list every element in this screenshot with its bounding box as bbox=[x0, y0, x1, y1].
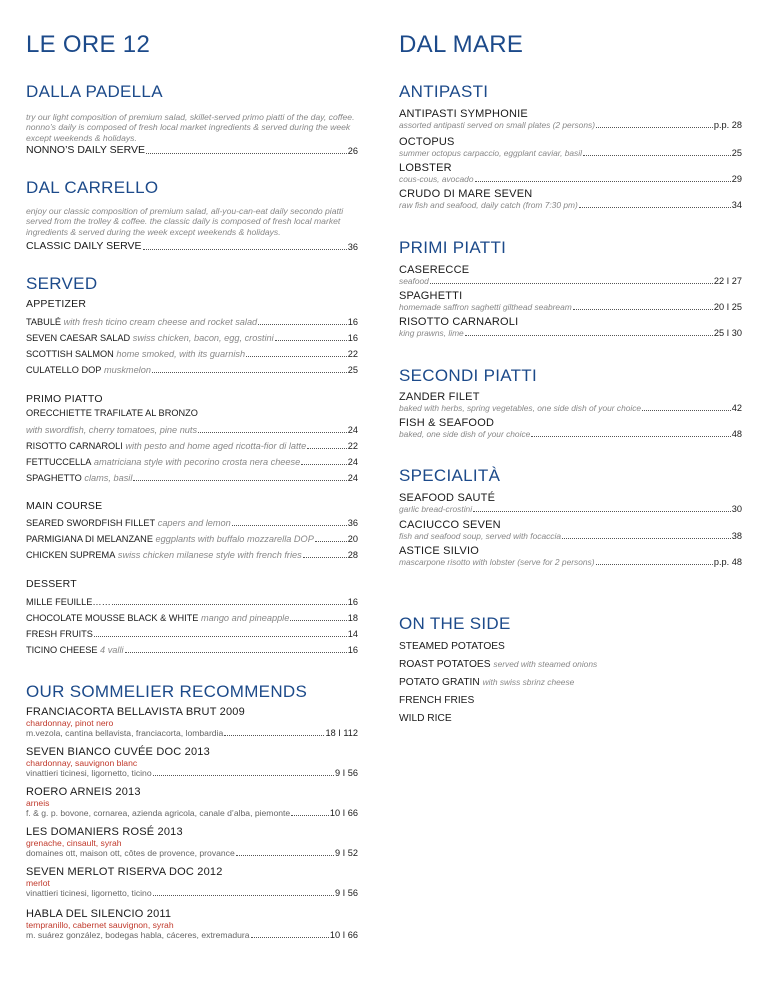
item-desc: king prawns, lime bbox=[399, 328, 464, 338]
item-desc: fish and seafood soup, served with focaccia bbox=[399, 531, 562, 541]
item-price: 25 bbox=[731, 148, 742, 158]
dot-leader bbox=[315, 541, 347, 542]
menu-item bbox=[26, 613, 358, 623]
item-desc: muskmelon bbox=[103, 365, 151, 375]
item-desc-line bbox=[399, 504, 742, 514]
menu-item bbox=[399, 136, 742, 158]
wine-name: SEVEN MERLOT RISERVA DOC 2012 bbox=[26, 866, 223, 878]
wine-entry bbox=[26, 908, 358, 940]
item-price: 24 bbox=[347, 473, 358, 483]
menu-item bbox=[399, 391, 742, 413]
wine-producer: domaines ott, maison ott, côtes de provence, provance bbox=[26, 848, 235, 858]
menu-item bbox=[26, 534, 358, 544]
wine-name: LES DOMANIERS ROSÉ 2013 bbox=[26, 826, 183, 838]
side-item bbox=[399, 677, 742, 688]
item-price: 38 bbox=[731, 531, 742, 541]
item-desc: home smoked, with its guarnish bbox=[116, 349, 246, 359]
item-price: 16 bbox=[347, 597, 358, 607]
section-title-side: ON THE SIDE bbox=[399, 614, 511, 633]
item-price: 14 bbox=[347, 629, 358, 639]
item-price: 22 I 27 bbox=[713, 276, 742, 286]
item-price: 16 bbox=[347, 333, 358, 343]
item-desc-line bbox=[399, 403, 742, 413]
item-desc: homemade saffron saghetti gilthead seabream bbox=[399, 302, 572, 312]
menu-item bbox=[399, 417, 742, 439]
wine-grapes: arneis bbox=[26, 798, 50, 808]
dot-leader bbox=[153, 775, 334, 776]
wine-producer-line bbox=[26, 728, 358, 738]
menu-item bbox=[399, 188, 742, 210]
side-desc: with swiss sbrinz cheese bbox=[482, 677, 575, 687]
item-name: RISOTTO CARNAROLI bbox=[26, 441, 123, 451]
menu-item bbox=[26, 240, 358, 252]
wine-entry bbox=[26, 866, 358, 898]
dot-leader bbox=[94, 636, 347, 637]
menu-item-name-line bbox=[26, 408, 358, 418]
item-price: 42 bbox=[731, 403, 742, 413]
dot-leader bbox=[152, 372, 347, 373]
item-desc-line bbox=[399, 557, 742, 567]
dot-leader bbox=[112, 604, 347, 605]
menu-item bbox=[26, 333, 358, 343]
wine-name: HABLA DEL SILENCIO 2011 bbox=[26, 908, 172, 920]
padella-intro: try our light composition of premium salad, skillet-served primo piatti of the day, coffee. nonno’s daily is composed of fresh local market ingredients & served during the week except weekends & holidays. bbox=[26, 112, 355, 143]
item-name: CACIUCCO SEVEN bbox=[399, 519, 501, 531]
menu-item bbox=[399, 264, 742, 286]
side-name: STEAMED POTATOES bbox=[399, 641, 505, 652]
sub-title-dessert: DESSERT bbox=[26, 578, 77, 590]
item-name: FRESH FRUITS bbox=[26, 629, 93, 639]
item-desc: with pesto and home aged ricotta-fior di latte bbox=[125, 441, 307, 451]
dot-leader bbox=[224, 735, 324, 736]
sub-title-main-course: MAIN COURSE bbox=[26, 500, 103, 512]
dot-leader bbox=[596, 127, 713, 128]
item-price: 30 bbox=[731, 504, 742, 514]
menu-item bbox=[399, 492, 742, 514]
item-name: ORECCHIETTE TRAFILATE AL BRONZO bbox=[26, 408, 198, 418]
dot-leader bbox=[583, 155, 731, 156]
item-name: ASTICE SILVIO bbox=[399, 545, 480, 557]
item-name: SCOTTISH SALMON bbox=[26, 349, 114, 359]
item-desc-line bbox=[399, 200, 742, 210]
item-desc: 4 valli bbox=[100, 645, 124, 655]
item-name: PARMIGIANA DI MELANZANE bbox=[26, 534, 153, 544]
menu-item bbox=[399, 545, 742, 567]
item-desc: garlic bread-crostini bbox=[399, 504, 473, 514]
item-desc: summer octopus carpaccio, eggplant caviar, basil bbox=[399, 148, 582, 158]
dot-leader bbox=[642, 410, 731, 411]
wine-producer-line bbox=[26, 848, 358, 858]
section-title-sommelier: OUR SOMMELIER RECOMMENDS bbox=[26, 682, 308, 701]
item-name: CLASSIC DAILY SERVE bbox=[26, 240, 142, 252]
menu-item bbox=[399, 290, 742, 312]
dot-leader bbox=[291, 815, 329, 816]
menu-item bbox=[26, 317, 358, 327]
item-desc: clams, basil bbox=[84, 473, 133, 483]
sub-title-primo: PRIMO PIATTO bbox=[26, 393, 103, 405]
item-price: p.p. 48 bbox=[713, 557, 742, 567]
wine-entry bbox=[26, 786, 358, 818]
item-desc: mascarpone risotto with lobster (serve for 2 persons) bbox=[399, 557, 595, 567]
carrello-intro: enjoy our classic composition of premium salad, all-you-can-eat daily secondo piatti served from the trolley & coffee. the classic daily is composed of fresh local market ingredients & served during the week except weekends & holidays. bbox=[26, 206, 344, 237]
item-name: SEARED SWORDFISH FILLET bbox=[26, 518, 156, 528]
item-desc: cous-cous, avocado bbox=[399, 174, 474, 184]
item-name: ZANDER FILET bbox=[399, 391, 480, 403]
wine-producer: vinattieri ticinesi, ligornetto, ticino bbox=[26, 888, 152, 898]
item-desc-line bbox=[399, 120, 742, 130]
item-name: CULATELLO DOP bbox=[26, 365, 102, 375]
menu-item bbox=[399, 162, 742, 184]
dot-leader bbox=[473, 511, 731, 512]
item-desc: capers and lemon bbox=[157, 518, 231, 528]
item-desc: assorted antipasti served on small plates (2 persons) bbox=[399, 120, 595, 130]
item-name: TICINO CHEESE bbox=[26, 645, 98, 655]
dot-leader bbox=[290, 620, 346, 621]
item-name: RISOTTO CARNAROLI bbox=[399, 316, 519, 328]
item-name: NONNO’S DAILY SERVE bbox=[26, 144, 146, 156]
side-desc: served with steamed onions bbox=[493, 659, 598, 669]
item-price: 28 bbox=[347, 550, 358, 560]
item-price: 36 bbox=[347, 242, 358, 252]
menu-item bbox=[399, 519, 742, 541]
side-item bbox=[399, 641, 742, 652]
wine-price: 9 I 52 bbox=[335, 848, 358, 858]
menu-item bbox=[399, 108, 742, 130]
item-desc: baked with herbs, spring vegetables, one side dish of your choice bbox=[399, 403, 642, 413]
item-name: CHICKEN SUPREMA bbox=[26, 550, 116, 560]
item-price: 34 bbox=[731, 200, 742, 210]
menu-item bbox=[399, 316, 742, 338]
item-name: MILLE FEUILLE…… bbox=[26, 597, 111, 607]
menu-item bbox=[26, 144, 358, 156]
item-name: SEVEN CAESAR SALAD bbox=[26, 333, 131, 343]
item-desc: baked, one side dish of your choice bbox=[399, 429, 531, 439]
menu-item bbox=[26, 518, 358, 528]
item-price: p.p. 28 bbox=[713, 120, 742, 130]
wine-name: SEVEN BIANCO CUVÉE DOC 2013 bbox=[26, 746, 210, 758]
item-name: CRUDO DI MARE SEVEN bbox=[399, 188, 533, 200]
wine-producer: m.vezola, cantina bellavista, franciacorta, lombardia bbox=[26, 728, 224, 738]
dot-leader bbox=[562, 538, 731, 539]
wine-grapes: chardonnay, sauvignon blanc bbox=[26, 758, 138, 768]
item-price: 25 bbox=[347, 365, 358, 375]
item-price: 24 bbox=[347, 425, 358, 435]
item-desc-line bbox=[399, 302, 742, 312]
wine-price: 10 I 66 bbox=[329, 808, 358, 818]
item-desc-line bbox=[399, 328, 742, 338]
section-title-carrello: DAL CARRELLO bbox=[26, 178, 159, 197]
menu-item bbox=[26, 349, 358, 359]
wine-producer-line bbox=[26, 888, 358, 898]
item-name: OCTOPUS bbox=[399, 136, 455, 148]
item-name: CHOCOLATE MOUSSE BLACK & WHITE bbox=[26, 613, 199, 623]
item-price: 18 bbox=[347, 613, 358, 623]
menu-item bbox=[26, 645, 358, 655]
item-name: LOBSTER bbox=[399, 162, 452, 174]
wine-price: 18 I 112 bbox=[325, 728, 358, 738]
item-desc: with swordfish, cherry tomatoes, pine nuts bbox=[26, 425, 198, 435]
menu-item bbox=[26, 550, 358, 560]
wine-name: ROERO ARNEIS 2013 bbox=[26, 786, 141, 798]
item-desc-line bbox=[399, 174, 742, 184]
page-title-dal-mare: DAL MARE bbox=[399, 31, 524, 58]
wine-producer: vinattieri ticinesi, ligornetto, ticino bbox=[26, 768, 152, 778]
dot-leader bbox=[303, 557, 347, 558]
side-name: ROAST POTATOES bbox=[399, 659, 491, 670]
item-name: FETTUCCELLA bbox=[26, 457, 92, 467]
wine-entry bbox=[26, 746, 358, 778]
dot-leader bbox=[430, 283, 713, 284]
wine-grapes: grenache, cinsault, syrah bbox=[26, 838, 122, 848]
item-price: 20 bbox=[347, 534, 358, 544]
side-name: WILD RICE bbox=[399, 713, 452, 724]
section-title-specialita: SPECIALITÀ bbox=[399, 466, 501, 485]
wine-producer-line bbox=[26, 808, 358, 818]
section-title-padella: DALLA PADELLA bbox=[26, 82, 163, 101]
item-price: 22 bbox=[347, 441, 358, 451]
dot-leader bbox=[251, 937, 329, 938]
item-price: 24 bbox=[347, 457, 358, 467]
item-desc-line bbox=[399, 148, 742, 158]
dot-leader bbox=[579, 207, 731, 208]
menu-item bbox=[26, 629, 358, 639]
dot-leader bbox=[153, 895, 334, 896]
item-name: CASERECCE bbox=[399, 264, 470, 276]
menu-item bbox=[26, 597, 358, 607]
item-price: 22 bbox=[347, 349, 358, 359]
wine-producer: f. & g. p. bovone, cornarea, azienda agricola, canale d’alba, piemonte bbox=[26, 808, 291, 818]
item-desc: eggplants with buffalo mozzarella DOP bbox=[155, 534, 314, 544]
item-name: TABULÉ bbox=[26, 317, 62, 327]
section-title-secondi: SECONDI PIATTI bbox=[399, 366, 538, 385]
item-desc: swiss chicken milanese style with french fries bbox=[117, 550, 302, 560]
wine-grapes: merlot bbox=[26, 878, 50, 888]
section-title-antipasti: ANTIPASTI bbox=[399, 82, 489, 101]
item-price: 16 bbox=[347, 317, 358, 327]
menu-item bbox=[26, 457, 358, 467]
dot-leader bbox=[133, 480, 346, 481]
menu-item bbox=[26, 365, 358, 375]
wine-price: 10 I 66 bbox=[329, 930, 358, 940]
wine-grapes: tempranillo, cabernet sauvignon, syrah bbox=[26, 920, 174, 930]
dot-leader bbox=[275, 340, 347, 341]
item-name: ANTIPASTI SYMPHONIE bbox=[399, 108, 528, 120]
item-name: SEAFOOD SAUTÉ bbox=[399, 492, 496, 504]
dot-leader bbox=[465, 335, 713, 336]
dot-leader bbox=[301, 464, 347, 465]
item-name: SPAGHETTO bbox=[26, 473, 82, 483]
menu-item bbox=[26, 441, 358, 451]
item-desc: swiss chicken, bacon, egg, crostini bbox=[132, 333, 274, 343]
item-desc-line bbox=[399, 276, 742, 286]
item-price: 36 bbox=[347, 518, 358, 528]
dot-leader bbox=[475, 181, 731, 182]
section-title-primi: PRIMI PIATTI bbox=[399, 238, 507, 257]
wine-grapes: chardonnay, pinot nero bbox=[26, 718, 114, 728]
wine-entry bbox=[26, 826, 358, 858]
wine-name: FRANCIACORTA BELLAVISTA BRUT 2009 bbox=[26, 706, 245, 718]
item-desc-line bbox=[399, 429, 742, 439]
item-price: 48 bbox=[731, 429, 742, 439]
dot-leader bbox=[596, 564, 713, 565]
menu-item bbox=[26, 425, 358, 435]
dot-leader bbox=[573, 309, 713, 310]
wine-producer-line bbox=[26, 930, 358, 940]
item-name: SPAGHETTI bbox=[399, 290, 463, 302]
item-price: 25 I 30 bbox=[713, 328, 742, 338]
wine-producer: m. suárez gonzález, bodegas habla, cáceres, extremadura bbox=[26, 930, 250, 940]
item-desc: amatriciana style with pecorino crosta nera cheese bbox=[93, 457, 301, 467]
item-price: 29 bbox=[731, 174, 742, 184]
dot-leader bbox=[146, 153, 347, 154]
item-price: 20 I 25 bbox=[713, 302, 742, 312]
side-item bbox=[399, 713, 742, 724]
item-price: 26 bbox=[347, 146, 358, 156]
item-desc-line bbox=[399, 531, 742, 541]
item-desc: with fresh ticino cream cheese and rocket salad bbox=[63, 317, 258, 327]
item-name: FISH & SEAFOOD bbox=[399, 417, 495, 429]
item-price: 16 bbox=[347, 645, 358, 655]
item-desc: mango and pineapple bbox=[200, 613, 290, 623]
side-item bbox=[399, 659, 742, 670]
section-title-served: SERVED bbox=[26, 274, 98, 293]
page-title-le-ore: LE ORE 12 bbox=[26, 31, 151, 58]
wine-price: 9 I 56 bbox=[335, 888, 358, 898]
dot-leader bbox=[198, 432, 347, 433]
wine-price: 9 I 56 bbox=[335, 768, 358, 778]
dot-leader bbox=[258, 324, 347, 325]
side-name: FRENCH FRIES bbox=[399, 695, 475, 706]
dot-leader bbox=[236, 855, 334, 856]
dot-leader bbox=[531, 436, 730, 437]
wine-entry bbox=[26, 706, 358, 738]
menu-item bbox=[26, 473, 358, 483]
dot-leader bbox=[232, 525, 347, 526]
side-name: POTATO GRATIN bbox=[399, 677, 480, 688]
dot-leader bbox=[143, 249, 347, 250]
dot-leader bbox=[246, 356, 347, 357]
side-item bbox=[399, 695, 742, 706]
wine-producer-line bbox=[26, 768, 358, 778]
item-desc: raw fish and seafood, daily catch (from 7:30 pm) bbox=[399, 200, 578, 210]
dot-leader bbox=[125, 652, 347, 653]
dot-leader bbox=[307, 448, 347, 449]
sub-title-appetizer: APPETIZER bbox=[26, 298, 87, 310]
item-desc: seafood bbox=[399, 276, 429, 286]
